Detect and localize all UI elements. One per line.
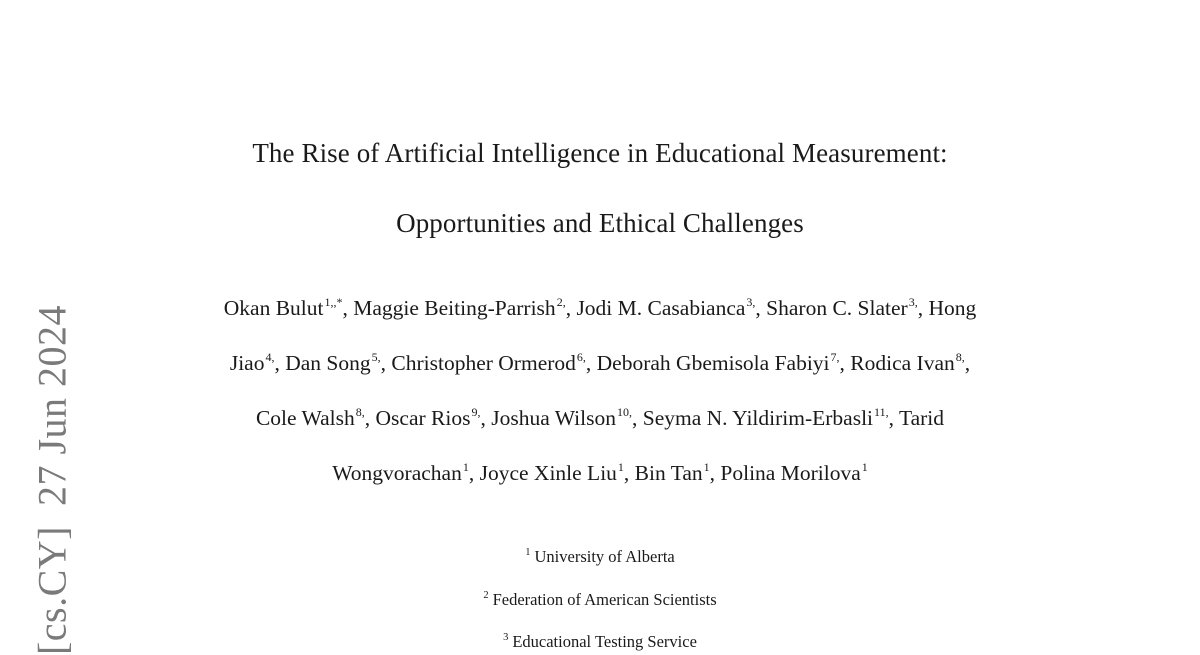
arxiv-side-stamp <box>29 305 76 655</box>
author-separator: , <box>342 296 354 320</box>
author-separator: , <box>480 406 492 430</box>
author-separator: , <box>964 351 971 375</box>
author-name: Wongvorachan <box>332 461 462 485</box>
author-separator: , <box>468 461 480 485</box>
author-name: Sharon C. Slater <box>766 296 908 320</box>
author-name: Cole Walsh <box>255 406 355 430</box>
author-affiliation-marker: 8, <box>355 405 365 419</box>
author-separator: , <box>631 406 643 430</box>
author-affiliation-marker: 8, <box>955 350 965 364</box>
author-affiliation-marker: 2, <box>556 295 566 309</box>
author-name: Bin Tan <box>634 461 703 485</box>
author-separator: , <box>364 406 376 430</box>
arxiv-category: [cs.CY] <box>29 526 75 655</box>
author-affiliation-marker: 1 <box>617 460 624 474</box>
paper-title-line-2: Opportunities and Ethical Challenges <box>396 208 804 238</box>
author-affiliation-marker: 10, <box>616 405 632 419</box>
author-affiliation-marker: 3, <box>908 295 918 309</box>
author-affiliation-marker: 9, <box>471 405 481 419</box>
author-affiliation-marker: 1 <box>703 460 710 474</box>
author-separator: , <box>585 351 597 375</box>
author-line <box>0 296 1200 321</box>
affiliation-number: 2 <box>483 590 489 601</box>
affiliation-name: Federation of American Scientists <box>492 590 717 609</box>
author-name: Christopher Ormerod <box>391 351 576 375</box>
affiliation-name: University of Alberta <box>534 547 675 566</box>
author-name: Okan Bulut <box>223 296 324 320</box>
paper-title-line-1: The Rise of Artificial Intelligence in Educational Measurement: <box>252 138 948 168</box>
author-separator: , <box>565 296 577 320</box>
author-affiliation-marker: 1 <box>861 460 868 474</box>
author-line <box>0 351 1200 376</box>
arxiv-date: 27 Jun 2024 <box>29 304 75 507</box>
author-name: Rodica Ivan <box>850 351 955 375</box>
author-name: Hong <box>928 296 977 320</box>
author-affiliation-marker: 7, <box>830 350 840 364</box>
author-name: Dan Song <box>285 351 371 375</box>
author-affiliation-marker: 1,,* <box>324 295 343 309</box>
author-affiliation-marker: 1 <box>462 460 469 474</box>
author-name: Jiao <box>229 351 265 375</box>
author-separator: , <box>274 351 286 375</box>
author-name: Jodi M. Casabianca <box>576 296 746 320</box>
author-name: Joyce Xinle Liu <box>479 461 617 485</box>
author-affiliation-marker: 5, <box>371 350 381 364</box>
author-name: Deborah Gbemisola Fabiyi <box>596 351 830 375</box>
author-name: Oscar Rios <box>375 406 471 430</box>
affiliation <box>0 632 1200 652</box>
author-separator: , <box>755 296 767 320</box>
affiliation <box>0 547 1200 567</box>
author-line <box>0 461 1200 486</box>
affiliation <box>0 590 1200 610</box>
author-affiliation-marker: 4, <box>265 350 275 364</box>
author-affiliation-marker: 3, <box>746 295 756 309</box>
author-affiliation-marker: 6, <box>576 350 586 364</box>
affiliation-name: Educational Testing Service <box>512 632 697 651</box>
author-name: Seyma N. Yildirim-Erbasli <box>642 406 874 430</box>
author-separator: , <box>839 351 851 375</box>
author-name: Joshua Wilson <box>491 406 616 430</box>
author-line <box>0 406 1200 431</box>
author-separator: , <box>917 296 929 320</box>
author-separator: , <box>623 461 635 485</box>
author-name: Polina Morilova <box>720 461 861 485</box>
author-name: Tarid <box>898 406 945 430</box>
author-name: Maggie Beiting-Parrish <box>353 296 556 320</box>
author-separator: , <box>709 461 721 485</box>
affiliation-number: 1 <box>525 547 531 558</box>
affiliation-number: 3 <box>503 632 509 643</box>
author-separator: , <box>888 406 899 430</box>
author-separator: , <box>380 351 392 375</box>
author-affiliation-marker: 11, <box>874 405 889 419</box>
